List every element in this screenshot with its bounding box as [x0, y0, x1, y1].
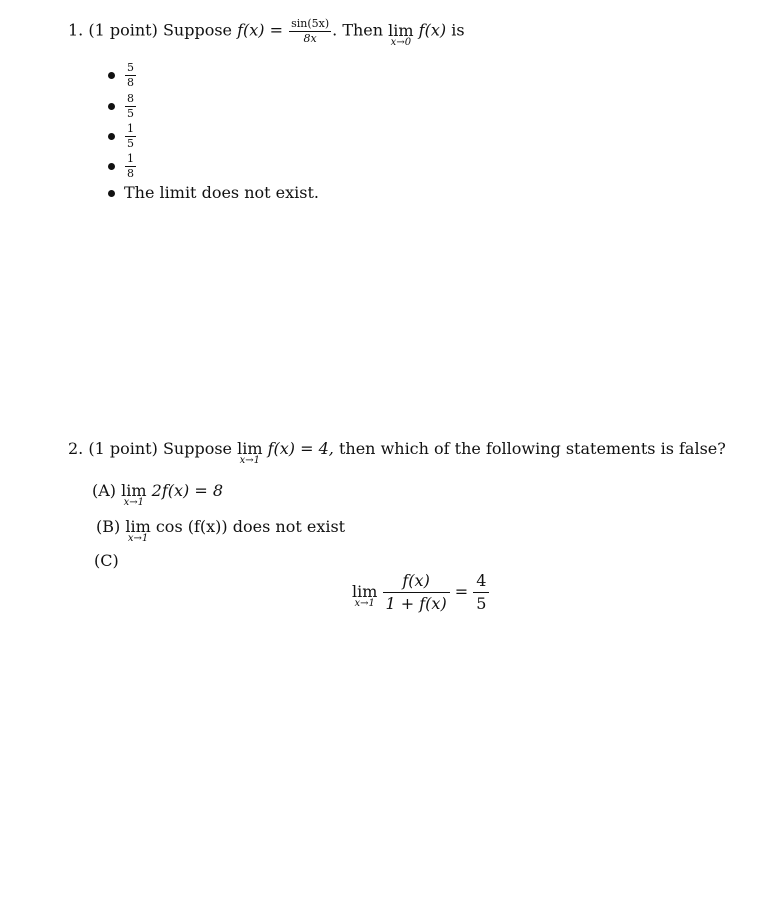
q1-option-b-den: 5	[127, 106, 134, 120]
q2-points: (1 point)	[88, 439, 158, 458]
q2-c-limit	[352, 582, 378, 610]
q1-option-b-frac	[125, 93, 136, 119]
q2-option-c-display	[352, 572, 489, 612]
q1-fraction	[289, 18, 331, 44]
q1-option-d-frac	[125, 153, 136, 179]
q1-option-c-den: 5	[127, 136, 134, 150]
q2-option-a[interactable]	[92, 481, 224, 508]
q1-option-e-text: The limit does not exist.	[124, 183, 319, 202]
q1-limit	[388, 20, 414, 48]
q1-number: 1.	[68, 20, 84, 40]
q2-c-num: f(x)	[383, 572, 450, 593]
q2-limit	[237, 439, 263, 466]
q2-a-limit	[121, 481, 147, 508]
q1-lim: lim	[388, 20, 414, 40]
q2-b-expr: cos (f(x))	[155, 517, 228, 536]
q1-option-a[interactable]	[108, 62, 137, 88]
q2-c-result	[473, 572, 489, 612]
q2-a-lim-sub: x→1	[123, 497, 145, 508]
q1-option-b[interactable]	[108, 93, 137, 119]
q1-option-e[interactable]	[108, 185, 319, 201]
q2-c-lim-sub: x→1	[354, 598, 375, 610]
q1-then: . Then	[332, 20, 384, 40]
q1-tail: is	[451, 20, 465, 40]
q1-option-d-den: 8	[127, 166, 134, 180]
q2-c-den: 1 + f(x)	[385, 593, 447, 613]
q1-points: (1 point)	[88, 20, 158, 40]
q1-lim-expr: f(x)	[418, 20, 447, 40]
bullet-icon	[108, 190, 115, 197]
q1-option-d[interactable]	[108, 153, 137, 179]
q2-b-lim: lim	[125, 517, 151, 536]
bullet-icon	[108, 163, 115, 170]
q2-rest: then which of the following statements is false?	[338, 439, 726, 458]
q1-stem	[68, 17, 465, 48]
q1-frac-den: 8x	[303, 31, 317, 45]
q2-a-label: (A)	[92, 481, 117, 500]
q1-option-a-frac	[125, 62, 136, 88]
q2-a-expr: 2f(x) = 8	[151, 481, 224, 500]
q2-b-tail: does not exist	[232, 517, 346, 536]
q2-stem	[68, 439, 726, 466]
q1-option-c[interactable]	[108, 123, 137, 149]
q2-a-lim: lim	[121, 481, 147, 500]
q2-b-label: (B)	[96, 517, 121, 536]
q2-c-fraction	[383, 572, 450, 612]
q2-lead: Suppose	[162, 439, 232, 458]
q2-b-limit	[125, 517, 151, 544]
q1-option-c-frac	[125, 123, 136, 149]
q2-c-rden: 5	[476, 593, 487, 613]
q2-c-eq: =	[454, 582, 469, 602]
q2-c-lim: lim	[352, 582, 378, 602]
q1-lead: Suppose	[162, 20, 232, 40]
q1-frac-num: sin(5x)	[291, 17, 330, 30]
q2-b-lim-sub: x→1	[127, 533, 149, 544]
q2-c-rnum: 4	[473, 572, 489, 593]
q1-option-a-num: 5	[127, 61, 134, 74]
q1-option-b-num: 8	[127, 92, 134, 105]
q2-number: 2.	[68, 439, 84, 458]
q2-lim: lim	[237, 439, 263, 458]
bullet-icon	[108, 103, 115, 110]
q2-cond: f(x) = 4,	[267, 439, 334, 458]
q2-lim-sub: x→1	[239, 455, 260, 466]
q2-option-b[interactable]	[96, 517, 346, 544]
q1-option-a-den: 8	[127, 75, 134, 89]
bullet-icon	[108, 133, 115, 140]
q2-option-c-label[interactable]: (C)	[94, 551, 119, 570]
q1-option-d-num: 1	[127, 152, 134, 165]
bullet-icon	[108, 72, 115, 79]
q1-option-c-num: 1	[127, 122, 134, 135]
q1-lim-sub: x→0	[390, 36, 412, 48]
q1-func: f(x) =	[237, 20, 284, 40]
